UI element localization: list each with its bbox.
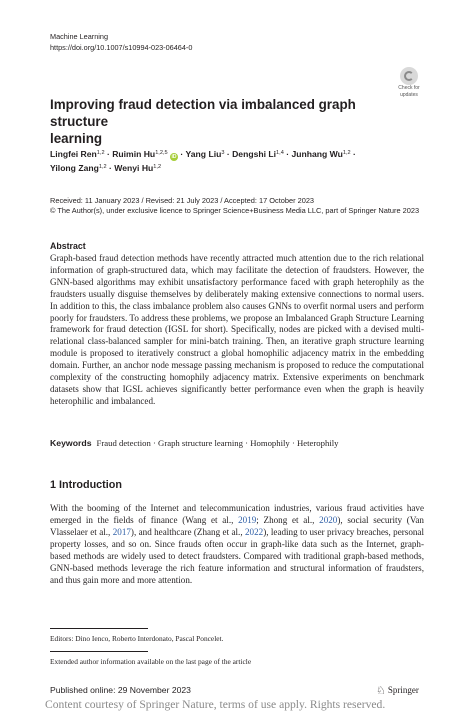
author-name[interactable]: Junhang Wu xyxy=(291,149,343,159)
author-name[interactable]: Yang Liu xyxy=(185,149,222,159)
footnote-editors: Editors: Dino Ienco, Roberto Interdonato, Pascal Poncelet. xyxy=(50,634,224,643)
author-separator: · xyxy=(283,149,292,159)
watermark-text: Content courtesy of Springer Nature, terms of use apply. Rights reserved. xyxy=(45,698,386,711)
citation-link[interactable]: 2019 xyxy=(238,515,257,525)
author-affiliation: 3 xyxy=(221,150,225,156)
author-name[interactable]: Yilong Zang xyxy=(50,163,99,173)
publisher-logo xyxy=(376,684,419,697)
intro-text-part: ; Zhong et al., xyxy=(256,515,320,525)
springer-horse-icon: ♘ xyxy=(376,685,386,697)
check-for-updates-icon xyxy=(400,67,418,85)
doi-link[interactable]: https://doi.org/10.1007/s10994-023-06464-0 xyxy=(50,42,193,52)
intro-text-part: ), leading to user privacy breaches, personal property losses, and so on. Since frauds often occur in graph-like data such as the Internet, graph-based methods are widely used to detect fraudsters. Compared with traditional graph-based methods, GNN-based methods leverage the rich feature information and structural information of fraudsters, and thus gain more and more attention. xyxy=(50,527,424,585)
intro-text-part: ), social security (Van Vlasselaer et al., xyxy=(50,515,424,537)
author-separator: · xyxy=(104,149,113,159)
publisher-name: Springer xyxy=(387,685,419,695)
keywords-text: Fraud detection · Graph structure learning · Homophily · Heterophily xyxy=(96,438,339,448)
footnote-divider xyxy=(50,651,148,652)
section-heading-introduction: 1 Introduction xyxy=(50,479,122,491)
check-for-updates-line1: Check for xyxy=(398,85,420,91)
citation-link[interactable]: 2017 xyxy=(112,527,131,537)
copyright-line: © The Author(s), under exclusive licence to Springer Science+Business Media LLC, part of Springer Nature 2023 xyxy=(50,206,420,215)
author-name[interactable]: Ruimin Hu xyxy=(112,149,156,159)
introduction-paragraph xyxy=(50,502,424,586)
citation-link[interactable]: 2020 xyxy=(319,515,338,525)
journal-name: Machine Learning xyxy=(50,32,109,41)
title-line-1: Improving fraud detection via imbalanced graph structure xyxy=(50,97,356,129)
author-affiliation: 1,2,5 xyxy=(155,150,168,156)
author-affiliation: 1,2 xyxy=(153,164,162,170)
article-title xyxy=(50,96,400,147)
history-dates: Received: 11 January 2023 / Revised: 21 July 2023 / Accepted: 17 October 2023 xyxy=(50,196,315,205)
keywords-label: Keywords xyxy=(50,438,92,448)
orcid-icon[interactable]: iD xyxy=(171,154,177,160)
author-separator: · xyxy=(106,163,115,173)
author-separator: · xyxy=(178,149,186,159)
article-history xyxy=(50,196,419,216)
author-separator: · xyxy=(224,149,233,159)
author-affiliation: 1,2 xyxy=(96,150,105,156)
author-name[interactable]: Dengshi Li xyxy=(232,149,277,159)
published-online-date: Published online: 29 November 2023 xyxy=(50,685,191,695)
abstract-heading: Abstract xyxy=(50,241,86,251)
author-separator: · xyxy=(350,149,356,159)
abstract-text: Graph-based fraud detection methods have recently attracted much attention due to the rich relational information of graph-structured data, which may facilitate the detection of fraudsters. However, the GNN-based algorithms may exhibit unsatisfactory performance faced with graph heterophily as the fraudsters usually disguise themselves by deliberately making extensive connections to normal users. In addition to this, the class imbalance problem also causes GNNs to overfit normal users and perform poorly for fraudsters. To address these problems, we propose an Imbalanced Graph Structure Learning framework for fraud detection (IGSL for short). Specifically, nodes are picked with a devised multi-relational class-balanced sampler for mini-batch training. Then, an iterative graph structure learning module is proposed to iteratively construct a global homophilic adjacency matrix in the embedding domain. Further, an anchor node message passing mechanism is proposed to reduce the computational complexity of the constructing homophily adjacency matrix. Extensive experiments on benchmark datasets show that IGSL achieves significantly better performance even when the graph is heavily heterophilic and imbalanced. xyxy=(50,253,424,406)
author-name[interactable]: Lingfei Ren xyxy=(50,149,97,159)
author-affiliation: 1,4 xyxy=(276,150,284,156)
check-for-updates-line2: updates xyxy=(400,91,418,98)
citation-link[interactable]: 2022 xyxy=(245,527,264,537)
author-affiliation: 1,2 xyxy=(342,150,351,156)
footnote-extended-info: Extended author information available on the last page of the article xyxy=(50,657,252,666)
author-affiliation: 1,2 xyxy=(98,164,107,170)
intro-text-part: With the booming of the Internet and telecommunication industries, various fraud activities have emerged in the fields of finance (Wang et al., xyxy=(50,503,424,525)
author-list xyxy=(50,147,410,174)
keywords-line xyxy=(50,437,424,449)
footnote-divider xyxy=(50,628,148,629)
author-name[interactable]: Wenyi Hu xyxy=(114,163,154,173)
intro-text-part: ), and healthcare (Zhang et al., xyxy=(130,527,245,537)
journal-header xyxy=(50,32,192,53)
title-line-2: learning xyxy=(50,131,103,146)
